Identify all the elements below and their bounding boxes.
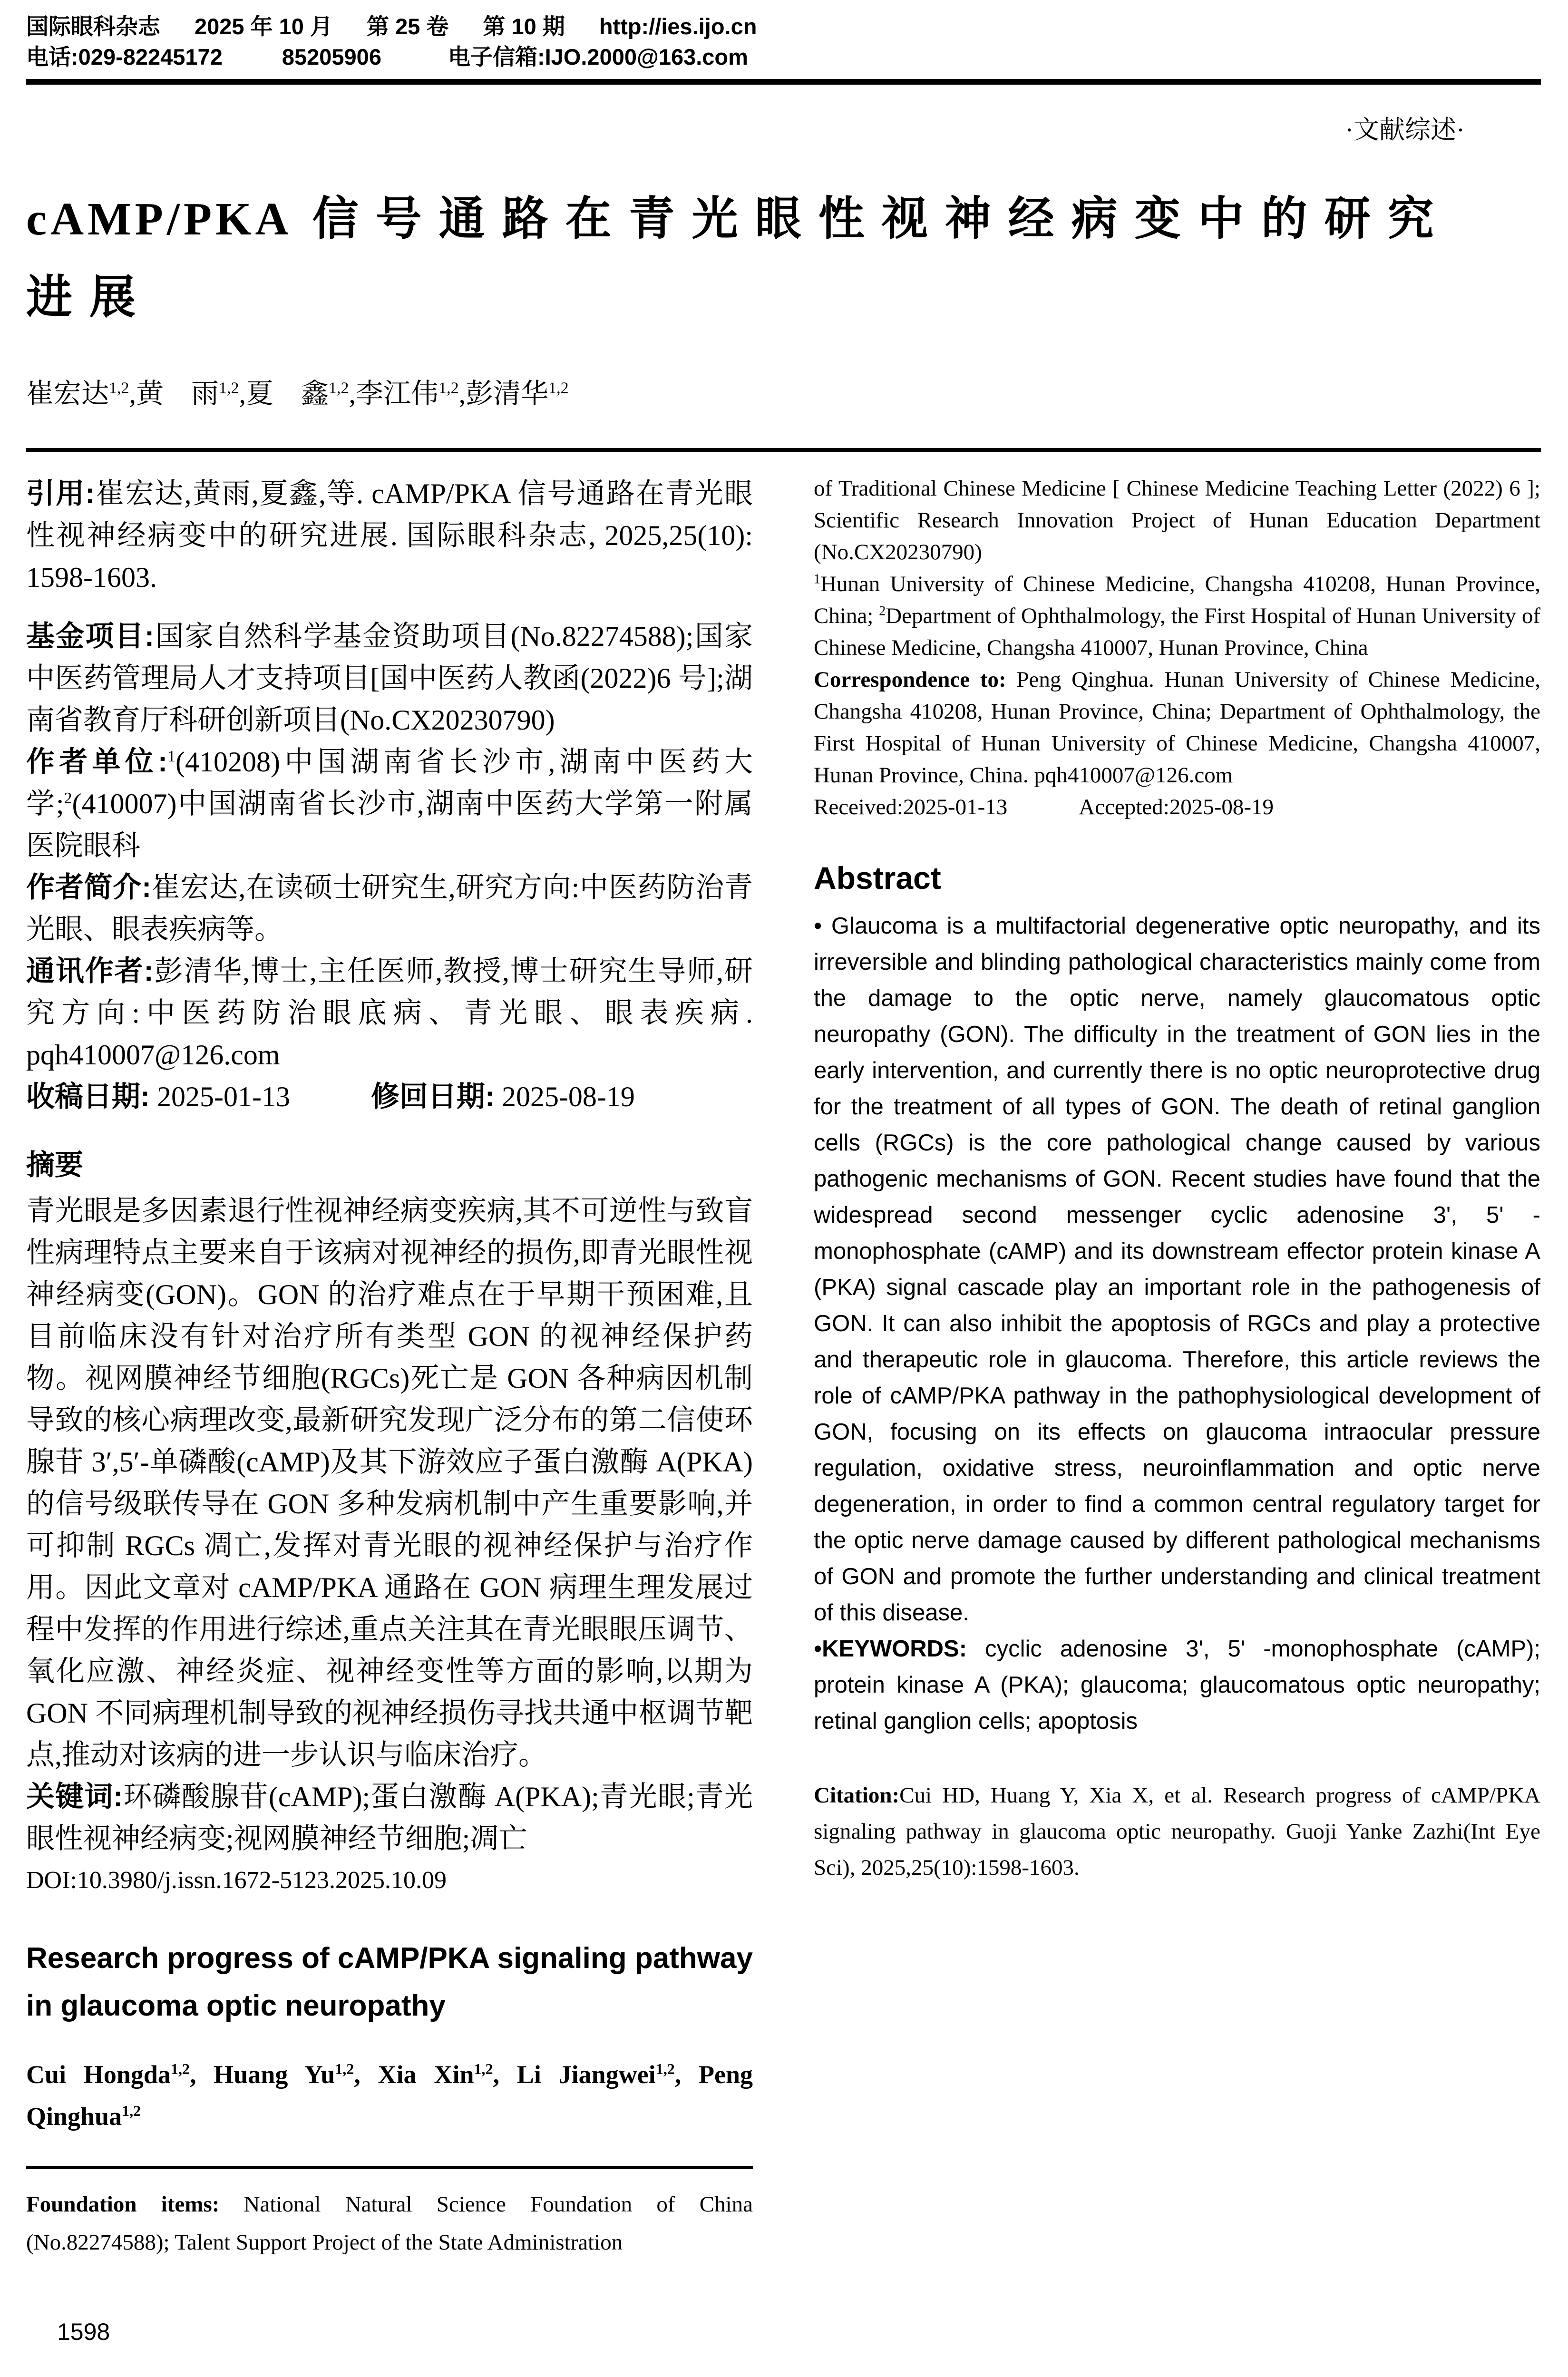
affiliation-en-sup-2: 2 <box>879 604 886 619</box>
abstract-cn-text: 青光眼是多因素退行性视神经病变疾病,其不可逆性与致盲性病理特点主要来自于该病对视神经的损伤,即青光眼性视神经病变(GON)。GON 的治疗难点在于早期干预困难,且目前临床没有针对治疗所有类型 GON 的视神经保护药物。视网膜神经节细胞(RGCs)死亡是 GON 各种病因机制导致的核心病理改变,最新研究发现广泛分布的第二信使环腺苷 3ʹ,5ʹ-单磷酸(cAMP)及其下游效应子蛋白激酶 A(PKA)的信号级联传导在 GON 多种发病机制中产生重要影响,并可抑制 RGCs 凋亡,发挥对青光眼的视神经保护与治疗作用。因此文章对 cAMP/PKA 通路在 GON 病理生理发展过程中发挥的作用进行综述,重点关注其在青光眼眼压调节、氧化应激、神经炎症、视神经变性等方面的影响,以期为 GON 不同病理机制导致的视神经损伤寻找共通中枢调节靶点,推动对该病的进一步认识与临床治疗。 <box>26 1195 753 1771</box>
author-separator: , <box>189 2060 214 2089</box>
received-en-label: Received: <box>814 795 903 819</box>
revised-cn-label: 修回日期: <box>370 1081 495 1112</box>
author-cn-name: 彭清华 <box>466 378 549 409</box>
foundation-cn-label: 基金项目: <box>26 620 155 652</box>
accepted-en-label: Accepted: <box>1079 795 1169 819</box>
article-body <box>26 473 1541 2261</box>
correspondence-en-label: Correspondence to: <box>814 667 1006 692</box>
article-title-en: Research progress of cAMP/PKA signaling pathway in glaucoma optic neuropathy <box>26 1942 753 2022</box>
correspondence-en-paragraph <box>814 664 1540 791</box>
author-en <box>378 2060 517 2089</box>
affiliation-sup-1: 1 <box>167 748 176 765</box>
abstract-en-text: Glaucoma is a multifactorial degenerative optic neuropathy, and its irreversible and blinding pathological characteristics mainly come from the damage to the optic nerve, namely glaucomatous optic neuropathy (GON). The difficulty in the treatment of GON lies in the early intervention, and currently there is no optic neuroprotective drug for the treatment of all types of GON. The death of retinal ganglion cells (RGCs) is the core pathological change caused by various pathogenic mechanisms of GON. Recent studies have found that the widespread second messenger cyclic adenosine 3ʹ, 5ʹ - monophosphate (cAMP) and its downstream effector protein kinase A (PKA) signal cascade play an important role in the pathogenesis of GON. It can also inhibit the apoptosis of RGCs and play a protective and therapeutic role in glaucoma. Therefore, this article reviews the role of cAMP/PKA pathway in the pathophysiological development of GON, focusing on its effects on glaucoma intraocular pressure regulation, oxidative stress, neuroinflammation and optic nerve degeneration, in order to find a common central regulatory target for the optic nerve damage caused by different pathological mechanisms of GON and promote the further understanding and clinical treatment of this disease. <box>814 913 1540 1626</box>
page-header <box>26 11 1541 72</box>
author-bio-label: 作者简介: <box>26 871 152 903</box>
author-cn-affil-sup: 1,2 <box>109 379 129 397</box>
keywords-en-paragraph <box>814 1631 1540 1739</box>
keywords-cn-text: 环磷酸腺苷(cAMP);蛋白激酶 A(PKA);青光眼;青光眼性视神经病变;视网膜神经节细胞;凋亡 <box>26 1781 753 1854</box>
citation-en-label: Citation: <box>814 1783 900 1808</box>
author-bio-text: 崔宏达,在读硕士研究生,研究方向:中医药防治青光眼、眼表疾病等。 <box>26 872 753 945</box>
right-column <box>814 473 1540 1886</box>
affiliation-cn-text-1: (410208)中国湖南省长沙市,湖南中医药大学; <box>26 746 753 819</box>
author-en-affil-sup: 1,2 <box>170 2060 190 2077</box>
dates-cn-line <box>26 1076 753 1118</box>
author-cn-name: 夏 鑫 <box>246 378 329 409</box>
citation-en-paragraph <box>814 1777 1540 1886</box>
citation-en-text: Cui HD, Huang Y, Xia X, et al. Research progress of cAMP/PKA signaling pathway in glaucoma optic neuropathy. Guoji Yanke Zazhi(Int Eye Sci), 2025,25(10):1598-1603. <box>814 1783 1540 1880</box>
author-en <box>214 2060 378 2089</box>
header-line-1 <box>26 11 1541 42</box>
page-number: 1598 <box>57 2319 110 2345</box>
keywords-cn-paragraph <box>26 1776 753 1860</box>
author-en-name: Xia Xin <box>378 2060 474 2089</box>
correspondence-cn-text: 彭清华,博士,主任医师,教授,博士研究生导师,研究方向:中医药防治眼底病、青光眼、眼表疾病. pqh410007@126.com <box>26 955 753 1071</box>
keywords-bullet: • <box>814 1636 822 1662</box>
author-en-affil-sup: 1,2 <box>655 2060 675 2077</box>
affiliations-en-paragraph <box>814 568 1540 664</box>
foundation-en-paragraph <box>26 2185 753 2261</box>
correspondence-cn-paragraph <box>26 950 753 1076</box>
header-line-2 <box>26 42 1541 72</box>
header-phone-2: 85205906 <box>282 44 381 69</box>
article-title-cn-line2: 进展 <box>26 272 153 323</box>
article-title-cn <box>26 180 1541 337</box>
header-phone: 电话:029-82245172 <box>26 44 223 69</box>
header-divider-rule <box>26 79 1541 85</box>
header-email: 电子信箱:IJO.2000@163.com <box>448 44 748 69</box>
footnote-divider-rule <box>26 2166 753 2169</box>
author-cn-affil-sup: 1,2 <box>438 379 459 397</box>
author-en <box>517 2060 699 2089</box>
author-separator: , <box>674 2060 699 2089</box>
author-en-affil-sup: 1,2 <box>335 2060 354 2077</box>
author-cn-name: 黄 雨 <box>136 378 219 409</box>
authors-cn <box>26 374 1541 414</box>
left-column <box>26 473 753 2261</box>
author-en-name: Cui Hongda <box>26 2060 171 2089</box>
affiliation-cn-label: 作者单位: <box>26 746 168 778</box>
author-separator: , <box>493 2060 517 2089</box>
foundation-en-text: National Natural Science Foundation of China (No.82274588); Talent Support Project of the State Administration <box>26 2192 753 2255</box>
author-cn-affil-sup: 1,2 <box>329 379 349 397</box>
header-issue: 第 10 期 <box>483 14 565 39</box>
author-separator: , <box>458 378 466 409</box>
author-separator: , <box>239 378 246 409</box>
abstract-cn-heading: 摘要 <box>26 1149 83 1181</box>
correspondence-cn-label: 通讯作者: <box>26 955 154 987</box>
foundation-en-continued: of Traditional Chinese Medicine [ Chinese Medicine Teaching Letter (2022) 6 ]; Scientific Research Innovation Project of Hunan Education Department (No.CX20230790) <box>814 476 1540 565</box>
author-cn <box>246 378 356 409</box>
foundation-cn-paragraph <box>26 615 753 741</box>
keywords-en-text: cyclic adenosine 3ʹ, 5ʹ -monophosphate (cAMP); protein kinase A (PKA); glaucoma; glaucomatous optic neuropathy; retinal ganglion cells; apoptosis <box>814 1636 1540 1734</box>
foundation-en-label: Foundation items: <box>26 2192 220 2217</box>
affiliation-en-text-1: Hunan University of Chinese Medicine, Changsha 410208, Hunan Province, China; <box>814 572 1540 628</box>
article-category-label: ·文献综述· <box>1345 116 1465 144</box>
author-en-affil-sup: 1,2 <box>122 2102 141 2119</box>
author-cn <box>466 378 569 409</box>
affiliation-sup-2: 2 <box>64 789 72 807</box>
abstract-en-paragraph <box>814 908 1540 1631</box>
author-cn-name: 崔宏达 <box>26 378 109 409</box>
affiliation-cn-text-2: (410007)中国湖南省长沙市,湖南中医药大学第一附属医院眼科 <box>26 788 753 861</box>
author-separator: , <box>129 378 136 409</box>
doi-line: DOI:10.3980/j.issn.1672-5123.2025.10.09 <box>26 1867 447 1894</box>
authors-en <box>26 2054 753 2137</box>
keywords-en-label: KEYWORDS: <box>822 1636 967 1662</box>
authors-divider-rule <box>26 448 1541 452</box>
author-cn <box>356 378 466 409</box>
received-cn-label: 收稿日期: <box>26 1081 150 1112</box>
author-cn-affil-sup: 1,2 <box>219 379 239 397</box>
author-en-affil-sup: 1,2 <box>474 2060 493 2077</box>
citation-cn-text: 崔宏达,黄雨,夏鑫,等. cAMP/PKA 信号通路在青光眼性视神经病变中的研究进展. 国际眼科杂志, 2025,25(10): 1598-1603. <box>26 478 753 593</box>
author-cn <box>26 378 136 409</box>
author-en-name: Huang Yu <box>214 2060 335 2089</box>
author-cn <box>136 378 246 409</box>
article-title-cn-line1: 信号通路在青光眼性视神经病变中的研究 <box>312 194 1451 244</box>
accepted-en-date: 2025-08-19 <box>1169 795 1274 819</box>
journal-url: http://ies.ijo.cn <box>599 14 757 39</box>
affiliation-en-text-2: Department of Ophthalmology, the First Hospital of Hunan University of Chinese Medicine, Changsha 410007, Hunan Province, China <box>814 604 1540 660</box>
author-bio-paragraph <box>26 867 753 950</box>
journal-name: 国际眼科杂志 <box>26 14 160 39</box>
affiliation-cn-paragraph <box>26 741 753 867</box>
revised-cn-date: 2025-08-19 <box>494 1081 635 1112</box>
author-en <box>26 2060 214 2089</box>
article-title-latin-part: cAMP/PKA <box>26 194 292 244</box>
foundation-cn-text: 国家自然科学基金资助项目(No.82274588);国家中医药管理局人才支持项目[国中医药人教函(2022)6 号];湖南省教育厅科研创新项目(No.CX20230790) <box>26 621 753 736</box>
abstract-en-heading: Abstract <box>814 860 941 896</box>
author-separator: , <box>354 2060 378 2089</box>
affiliation-en-sup-1: 1 <box>814 572 820 587</box>
header-date: 2025 年 10 月 <box>195 14 333 39</box>
author-cn-name: 李江伟 <box>356 378 439 409</box>
abstract-bullet: • <box>814 913 831 939</box>
citation-cn-paragraph <box>26 473 753 598</box>
citation-cn-label: 引用: <box>26 477 95 509</box>
received-cn-date: 2025-01-13 <box>149 1081 290 1112</box>
author-en-name: Peng Qinghua <box>26 2060 753 2131</box>
header-volume: 第 25 卷 <box>367 14 449 39</box>
author-en-name: Li Jiangwei <box>516 2060 656 2089</box>
dates-en-line <box>814 791 1540 823</box>
keywords-cn-label: 关键词: <box>26 1781 123 1812</box>
received-en-date: 2025-01-13 <box>903 795 1008 819</box>
author-cn-affil-sup: 1,2 <box>548 379 569 397</box>
correspondence-en-text: Peng Qinghua. Hunan University of Chinese Medicine, Changsha 410208, Hunan Province, China; Department of Ophthalmology, the First Hospital of Hunan University of Chinese Medicine, Changsha 410007, Hunan Province, China. pqh410007@126.com <box>814 667 1540 788</box>
author-separator: , <box>349 378 356 409</box>
